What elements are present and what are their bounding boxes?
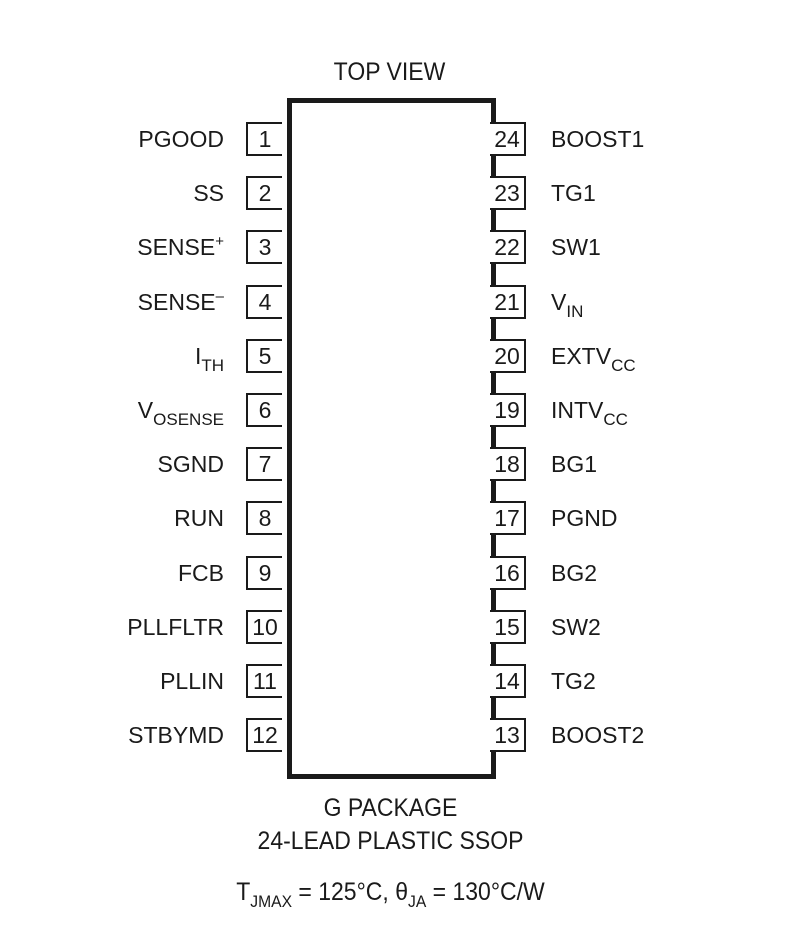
pin-name-subscript: TH xyxy=(201,356,224,375)
pin-number-21: 21 xyxy=(490,285,526,319)
pin-name: SS xyxy=(193,180,224,206)
pin-number-4: 4 xyxy=(246,285,282,319)
pin-name: BOOST2 xyxy=(551,722,645,748)
pin-name: INTV xyxy=(551,397,604,423)
pin-label-2 xyxy=(193,182,224,205)
pin-name: PGND xyxy=(551,505,618,531)
pin-number-15: 15 xyxy=(490,610,526,644)
pin-name-superscript: + xyxy=(215,233,224,250)
pin-number-6: 6 xyxy=(246,393,282,427)
pin-name-subscript: IN xyxy=(566,302,584,321)
pin-number-17: 17 xyxy=(490,501,526,535)
pin-name: I xyxy=(194,343,202,369)
pin-number-7: 7 xyxy=(246,447,282,481)
pin-number-22: 22 xyxy=(490,230,526,264)
pin-name-superscript: – xyxy=(215,288,224,305)
pin-label-18 xyxy=(551,453,597,476)
package-name: G PACKAGE xyxy=(323,794,458,822)
pin-number-11: 11 xyxy=(246,664,282,698)
pin-name: BG2 xyxy=(551,560,598,586)
pin-name: V xyxy=(551,289,567,315)
pin-label-23 xyxy=(551,182,596,205)
pin-name: PLLFLTR xyxy=(127,614,224,640)
pin-name: STBYMD xyxy=(128,722,224,748)
thermal-theta-value: = 130°C/W xyxy=(426,878,545,906)
thermal-t-sub: JMAX xyxy=(250,892,293,911)
pin-name-subscript: CC xyxy=(611,356,636,375)
pin-label-11 xyxy=(160,670,224,693)
pin-number-12: 12 xyxy=(246,718,282,752)
pin-label-15 xyxy=(551,616,601,639)
pin-number-14: 14 xyxy=(490,664,526,698)
pin-number-16: 16 xyxy=(490,556,526,590)
pin-name: PLLIN xyxy=(160,668,224,694)
pin-label-1 xyxy=(138,128,224,151)
thermal-theta-sub: JA xyxy=(407,892,427,911)
pin-label-5 xyxy=(194,343,224,375)
pin-name: SW2 xyxy=(551,614,601,640)
pin-number-23: 23 xyxy=(490,176,526,210)
thermal-t-value: = 125°C, θ xyxy=(292,878,408,906)
pin-number-3: 3 xyxy=(246,230,282,264)
pin-label-22 xyxy=(551,236,601,259)
pin-label-17 xyxy=(551,507,617,530)
pin-label-12 xyxy=(128,724,224,747)
pin-name: TG1 xyxy=(551,180,596,206)
pin-number-2: 2 xyxy=(246,176,282,210)
pin-label-3 xyxy=(137,233,224,260)
pin-label-6 xyxy=(137,397,224,429)
thermal-spec xyxy=(29,878,751,911)
pin-label-20 xyxy=(551,343,636,375)
thermal-t: T xyxy=(236,878,251,906)
pin-name: BOOST1 xyxy=(551,126,645,152)
pin-number-13: 13 xyxy=(490,718,526,752)
pin-number-9: 9 xyxy=(246,556,282,590)
pin-name: SENSE xyxy=(137,289,216,315)
pin-label-7 xyxy=(158,453,224,476)
pin-number-19: 19 xyxy=(490,393,526,427)
pin-label-24 xyxy=(551,128,644,151)
pin-name: V xyxy=(137,397,154,423)
pin-number-5: 5 xyxy=(246,339,282,373)
pin-number-18: 18 xyxy=(490,447,526,481)
pin-label-16 xyxy=(551,562,597,585)
pin-number-1: 1 xyxy=(246,122,282,156)
pin-number-20: 20 xyxy=(490,339,526,373)
pin-number-10: 10 xyxy=(246,610,282,644)
pin-name: BG1 xyxy=(551,451,598,477)
pin-name: RUN xyxy=(174,505,224,531)
chip-body xyxy=(287,98,496,779)
pin-label-8 xyxy=(174,507,224,530)
pin-label-19 xyxy=(551,397,628,429)
pin-name: EXTV xyxy=(551,343,612,369)
pin-label-4 xyxy=(137,288,224,315)
pin-name-subscript: OSENSE xyxy=(153,410,224,429)
pin-name: TG2 xyxy=(551,668,596,694)
pin-label-14 xyxy=(551,670,596,693)
top-view-title: TOP VIEW xyxy=(333,58,446,86)
pin-name: SW1 xyxy=(551,234,601,260)
package-description: 24-LEAD PLASTIC SSOP xyxy=(257,827,524,855)
pin-name-subscript: CC xyxy=(603,410,628,429)
pin-label-9 xyxy=(178,562,224,585)
pin-label-13 xyxy=(551,724,644,747)
pin-label-21 xyxy=(551,289,584,321)
pin-name: SENSE xyxy=(137,234,216,260)
pin-label-10 xyxy=(127,616,224,639)
pin-name: SGND xyxy=(157,451,224,477)
pin-number-8: 8 xyxy=(246,501,282,535)
pin-name: PGOOD xyxy=(138,126,224,152)
pin-number-24: 24 xyxy=(490,122,526,156)
pin-name: FCB xyxy=(178,560,224,586)
